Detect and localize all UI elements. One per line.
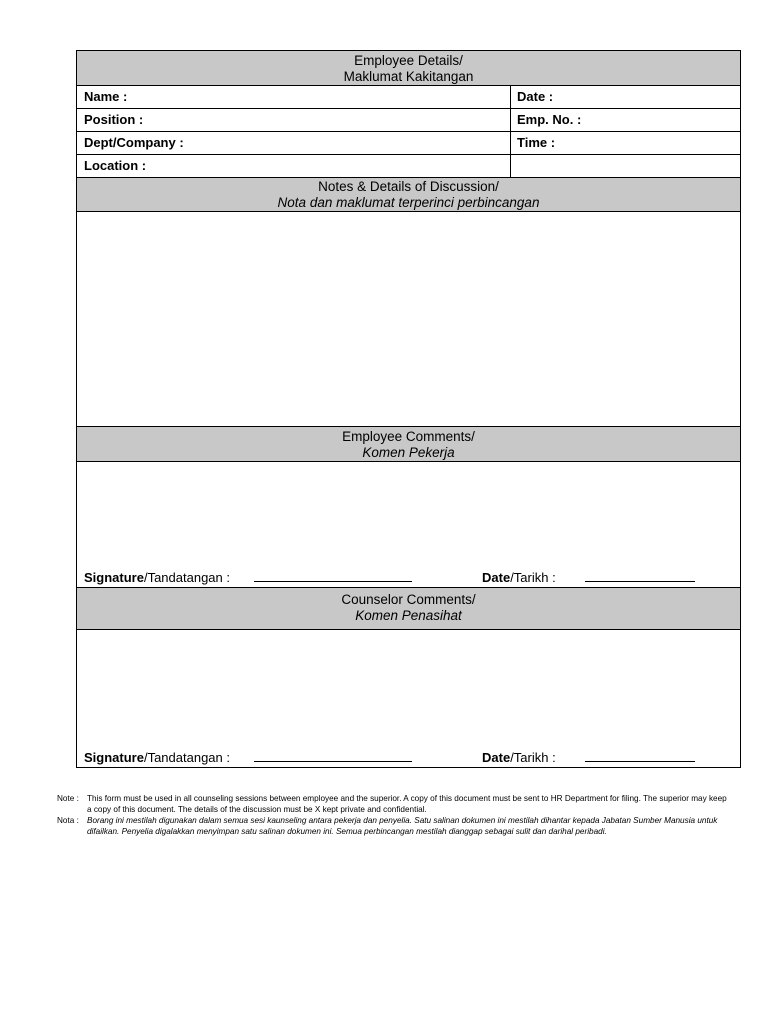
date-label: Date xyxy=(482,570,511,585)
notes-subtitle: Nota dan maklumat terperinci perbincangan xyxy=(277,195,540,210)
time-field[interactable]: Time : xyxy=(517,135,556,150)
counselor-date xyxy=(482,750,695,765)
counselor-date-blank[interactable] xyxy=(585,751,695,762)
counselor-signature xyxy=(84,750,412,765)
counselor-comments-header xyxy=(77,587,740,630)
notes-header xyxy=(77,178,740,212)
counselor-signature-blank[interactable] xyxy=(254,751,412,762)
employee-details-subtitle: Maklumat Kakitangan xyxy=(343,69,474,84)
dept-company-field[interactable]: Dept/Company : xyxy=(77,132,511,154)
footnote xyxy=(57,793,729,837)
notes-title: Notes & Details of Discussion/ xyxy=(318,179,499,194)
employee-signature xyxy=(84,570,412,585)
empty-cell xyxy=(511,155,740,177)
notes-textarea[interactable] xyxy=(77,212,740,427)
employee-signature-blank[interactable] xyxy=(254,571,412,582)
date-field[interactable]: Date : xyxy=(517,89,554,104)
footnote-ms-tag: Nota : xyxy=(57,816,79,825)
signature-label: Signature xyxy=(84,750,144,765)
employee-date-blank[interactable] xyxy=(585,571,695,582)
footnote-en-tag: Note : xyxy=(57,794,79,803)
signature-label-ms: /Tandatangan : xyxy=(143,570,230,585)
form-row-name-date xyxy=(77,86,740,109)
footnote-english xyxy=(57,793,729,815)
date-label: Date xyxy=(482,750,511,765)
employee-date xyxy=(482,570,695,585)
date-label-ms: /Tarikh : xyxy=(510,750,556,765)
employee-details-header xyxy=(77,51,740,86)
emp-no-field[interactable]: Emp. No. : xyxy=(517,112,582,127)
employee-comments-subtitle: Komen Pekerja xyxy=(362,445,455,460)
counseling-form xyxy=(76,50,741,768)
form-row-location xyxy=(77,155,740,178)
position-field[interactable]: Position : xyxy=(77,109,511,131)
employee-comments-textarea[interactable] xyxy=(77,462,740,587)
footnote-malay xyxy=(57,815,729,837)
signature-label: Signature xyxy=(84,570,144,585)
footnote-ms-text: Borang ini mestilah digunakan dalam semua sesi kaunseling antara pekerja dan penyelia. Satu salinan dokumen ini mestilah dihantar kepada Jabatan Sumber Manusia untuk difailkan. Penyelia digalakkan menyimpan satu salinan dokumen ini. Semua perbincangan mestilah dianggap sebagai sulit dan darihal peribadi. xyxy=(87,816,718,836)
form-row-dept-time xyxy=(77,132,740,155)
counselor-comments-textarea[interactable] xyxy=(77,630,740,767)
employee-details-title: Employee Details/ xyxy=(354,53,463,68)
name-field[interactable]: Name : xyxy=(77,86,511,108)
footnote-en-text: This form must be used in all counseling sessions between employee and the superior. A copy of this document must be sent to HR Department for filing. The superior may keep a copy of this document. The details of the discussion must be X kept private and confidential. xyxy=(87,794,727,814)
counselor-comments-title: Counselor Comments/ xyxy=(341,592,476,607)
counselor-comments-subtitle: Komen Penasihat xyxy=(355,608,462,623)
form-row-position-empno xyxy=(77,109,740,132)
signature-label-ms: /Tandatangan : xyxy=(143,750,230,765)
date-label-ms: /Tarikh : xyxy=(510,570,556,585)
employee-comments-header xyxy=(77,427,740,462)
employee-comments-title: Employee Comments/ xyxy=(342,429,475,444)
location-field[interactable]: Location : xyxy=(77,155,511,177)
